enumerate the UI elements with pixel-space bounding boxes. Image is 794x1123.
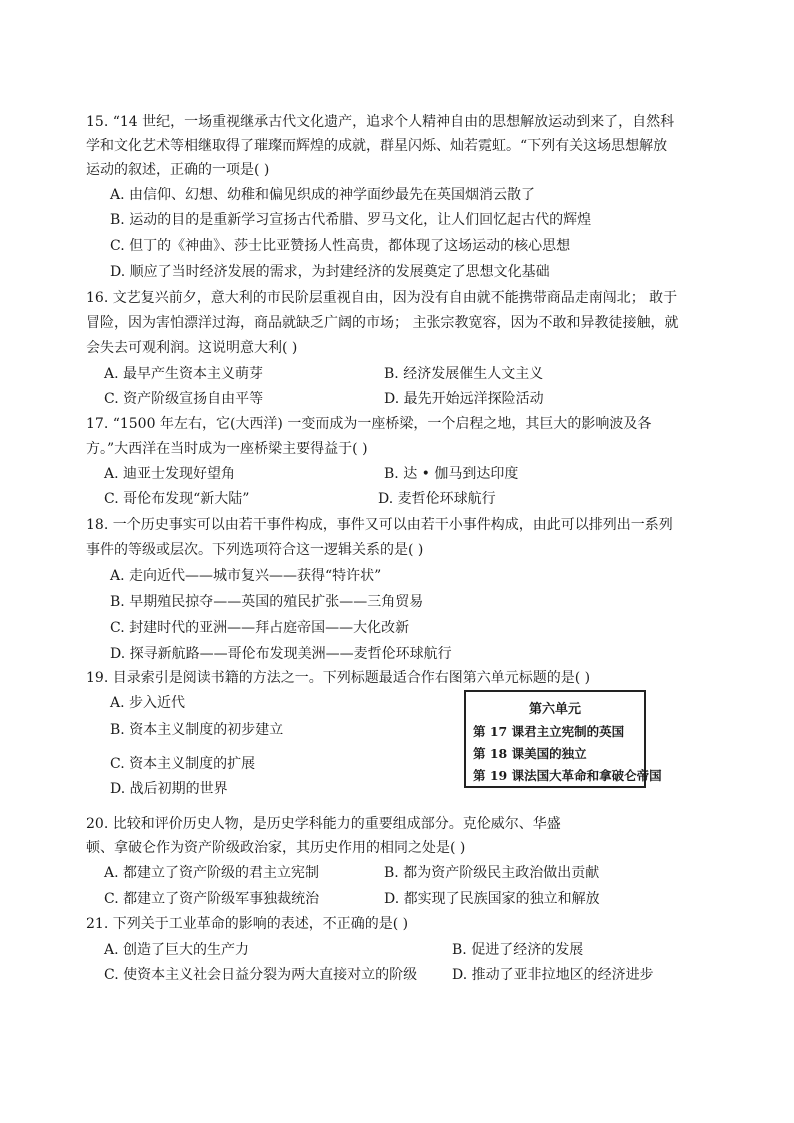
q19-stem-line-1: 19. 目录索引是阅读书籍的方法之一。下列标题最适合作右图第六单元标题的是( ) — [86, 670, 591, 686]
q18-option-d: D. 探寻新航路——哥伦布发现美洲——麦哲伦环球航行 — [110, 646, 452, 662]
toc-lesson-17: 第 17 课君主立宪制的英国 — [473, 724, 625, 739]
q15-stem-line-1: 15. “14 世纪，一场重视继承古代文化遗产，追求个人精神自由的思想解放运动到来了，自然科 — [86, 114, 675, 130]
q21-stem-line-1: 21. 下列关于工业革命的影响的表述，不正确的是( ) — [86, 916, 409, 932]
q21-option-d: D. 推动了亚非拉地区的经济进步 — [452, 967, 654, 983]
toc-lesson-18: 第 18 课美国的独立 — [473, 746, 587, 761]
q18-option-c: C. 封建时代的亚洲——拜占庭帝国——大化改新 — [110, 620, 410, 636]
q16-option-d: D. 最先开始远洋探险活动 — [384, 391, 544, 407]
q20-stem-line-2: 顿、拿破仑作为资产阶级政治家，其历史作用的相同之处是( ) — [86, 840, 466, 856]
q21-option-b: B. 促进了经济的发展 — [452, 942, 584, 958]
q17-option-d: D. 麦哲伦环球航行 — [378, 491, 496, 507]
q19-option-d: D. 战后初期的世界 — [110, 781, 228, 797]
q21-option-c: C. 使资本主义社会日益分裂为两大直接对立的阶级 — [104, 967, 418, 983]
q20-option-d: D. 都实现了民族国家的独立和解放 — [384, 891, 600, 907]
q20-option-c: C. 都建立了资产阶级军事独裁统治 — [104, 891, 320, 907]
q18-option-b: B. 早期殖民掠夺——英国的殖民扩张——三角贸易 — [110, 594, 424, 610]
q16-option-b: B. 经济发展催生人文主义 — [384, 366, 544, 382]
q17-stem-line-1: 17. “1500 年左右，它(大西洋) 一变而成为一座桥梁，一个启程之地，其巨大的影响波及各 — [86, 416, 652, 432]
table-of-contents-figure — [464, 690, 662, 788]
q16-stem-line-3: 会失去可观利润。这说明意大利( ) — [86, 340, 298, 356]
q18-option-a: A. 走向近代——城市复兴——获得“特许状” — [110, 568, 382, 584]
q18-stem-line-2: 事件的等级或层次。下列选项符合这一逻辑关系的是( ) — [86, 542, 424, 558]
q20-option-b: B. 都为资产阶级民主政治做出贡献 — [384, 865, 600, 881]
toc-lesson-19: 第 19 课法国大革命和拿破仑帝国 — [473, 768, 662, 783]
q19-option-c: C. 资本主义制度的扩展 — [110, 756, 256, 772]
q15-option-c: C. 但丁的《神曲》、莎士比亚赞扬人性高贵，都体现了这场运动的核心思想 — [110, 238, 571, 254]
q17-option-b: B. 达 • 伽马到达印度 — [384, 466, 519, 482]
q17-option-c: C. 哥伦布发现“新大陆” — [104, 491, 250, 507]
q21-option-a: A. 创造了巨大的生产力 — [104, 942, 250, 958]
q16-stem-line-1: 16. 文艺复兴前夕，意大利的市民阶层重视自由，因为没有自由就不能携带商品走南闯北； 敢于 — [86, 290, 678, 306]
q19-option-a: A. 步入近代 — [110, 695, 186, 711]
q20-stem-line-1: 20. 比较和评价历史人物，是历史学科能力的重要组成部分。克伦威尔、华盛 — [86, 816, 561, 832]
q20-option-a: A. 都建立了资产阶级的君主立宪制 — [104, 865, 320, 881]
q18-stem-line-1: 18. 一个历史事实可以由若干事件构成，事件又可以由若干小事件构成，由此可以排列出一系列 — [86, 517, 673, 533]
q17-option-a: A. 迪亚士发现好望角 — [104, 466, 236, 482]
q19-option-b: B. 资本主义制度的初步建立 — [110, 722, 284, 738]
toc-unit-title: 第六单元 — [528, 702, 581, 717]
q16-stem-line-2: 冒险，因为害怕漂洋过海，商品就缺乏广阔的市场； 主张宗教宽容，因为不敢和异教徒接触，就 — [86, 315, 679, 331]
q15-stem-line-3: 运动的叙述，正确的一项是( ) — [86, 162, 270, 178]
q15-option-a: A. 由信仰、幻想、幼稚和偏见织成的神学面纱最先在英国烟消云散了 — [110, 187, 536, 203]
q17-stem-line-2: 方。”大西洋在当时成为一座桥梁主要得益于( ) — [86, 441, 368, 457]
q15-stem-line-2: 学和文化艺术等相继取得了璀璨而辉煌的成就，群星闪烁、灿若霓虹。“下列有关这场思想解放 — [86, 138, 668, 154]
q15-option-d: D. 顺应了当时经济发展的需求，为封建经济的发展奠定了思想文化基础 — [110, 264, 550, 280]
q16-option-c: C. 资产阶级宣扬自由平等 — [104, 391, 264, 407]
q15-option-b: B. 运动的目的是重新学习宣扬古代希腊、罗马文化，让人们回忆起古代的辉煌 — [110, 212, 592, 228]
q16-option-a: A. 最早产生资本主义萌芽 — [104, 366, 264, 382]
